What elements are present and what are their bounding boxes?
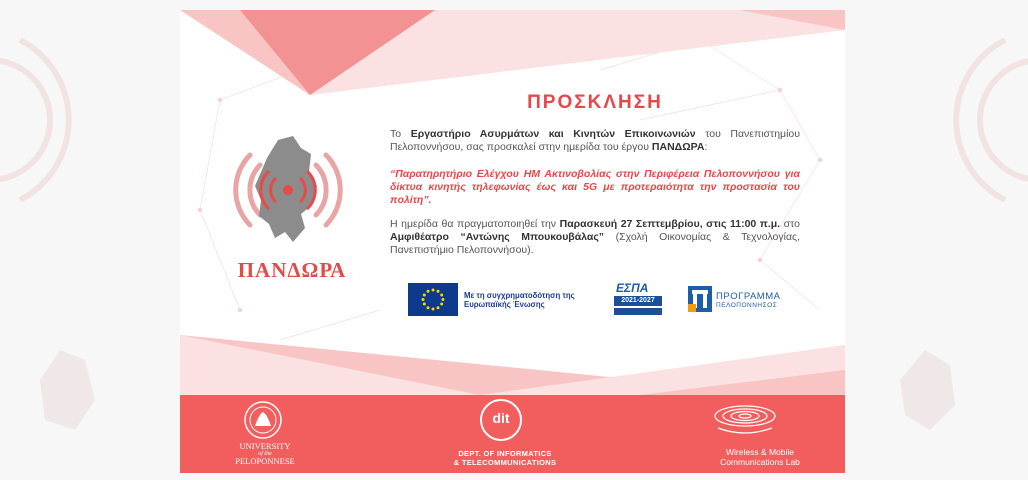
dept-informatics-logo-icon: [480, 399, 522, 441]
espa-subtitle-bar: [614, 308, 662, 315]
signal-antenna-peloponnese-icon: [228, 130, 348, 255]
event-date: Παρασκευή 27 Σεπτεμβρίου, στις 11:00 π.μ.: [559, 218, 781, 230]
event-details: [390, 218, 800, 257]
intro-mid: του Πανεπιστημίου Πελοποννήσου, σας προσκαλεί στην ημερίδα του έργου: [390, 128, 800, 153]
wmcl-line2: Communications Lab: [720, 457, 800, 467]
university-line1: UNIVERSITY: [239, 441, 291, 451]
university-of: of the: [258, 451, 272, 457]
university-line2: PELOPONNESE: [235, 456, 295, 466]
event-mid: στο: [780, 218, 800, 230]
eu-flag-icon: [408, 283, 458, 316]
project-title: “Παρατηρητήριο Ελέγχου ΗΜ Ακτινοβολίας στην Περιφέρεια Πελοποννήσου για δίκτυα κινητής τηλεφωνίας έως και 5G με προτεραιότητα την προστασία του πολίτη”.: [390, 168, 800, 206]
project-logo-name: ΠΑΝΔΩΡΑ: [237, 258, 347, 282]
espa-years: 2021-2027: [614, 296, 662, 306]
eu-cofunding-text: Με τη συγχρηματοδότηση της Ευρωπαϊκής Ένωσης: [464, 291, 575, 309]
espa-logo: [612, 281, 664, 317]
dept-line1: DEPT. OF INFORMATICS: [458, 449, 552, 458]
program-region: ΠΕΛΟΠΟΝΝΗΣΟΣ: [716, 302, 778, 309]
dept-logo-mark: dit: [492, 410, 510, 426]
university-logo-text: [210, 442, 320, 466]
wmcl-logo-text: [690, 447, 830, 467]
project-name: ΠΑΝΔΩΡΑ: [651, 141, 705, 153]
program-label: ΠΡΟΓΡΑΜΜΑ: [716, 291, 781, 302]
venue-name: Αμφιθέατρο “Αντώνης Μπουκουβάλας”: [390, 231, 605, 243]
invitation-card: [180, 10, 845, 473]
espa-title: ΕΣΠΑ: [616, 281, 649, 295]
university-seal-icon: [243, 400, 283, 440]
dept-logo-text: [430, 449, 580, 467]
page-title: ΠΡΟΣΚΛΗΣΗ: [527, 92, 663, 113]
invitation-intro: [390, 128, 800, 154]
event-pre: Η ημερίδα θα πραγματοποιηθεί την: [390, 218, 560, 230]
intro-post: :: [704, 141, 708, 153]
program-pi-icon: [688, 286, 712, 312]
program-peloponnese-logo: [688, 286, 798, 314]
eu-cofunding-logo: [408, 283, 598, 316]
dept-line2: & TELECOMMUNICATIONS: [453, 458, 557, 467]
venue-detail: (Σχολή Οικονομίας & Τεχνολογίας, Πανεπιστήμιο Πελοποννήσου).: [390, 231, 800, 256]
intro-pre: Το: [390, 128, 411, 140]
wmcl-line1: Wireless & Mobile: [725, 447, 795, 457]
lab-name: Εργαστήριο Ασυρμάτων και Κινητών Επικοινωνιών: [410, 128, 696, 140]
wmcl-spiral-icon: [710, 398, 780, 438]
